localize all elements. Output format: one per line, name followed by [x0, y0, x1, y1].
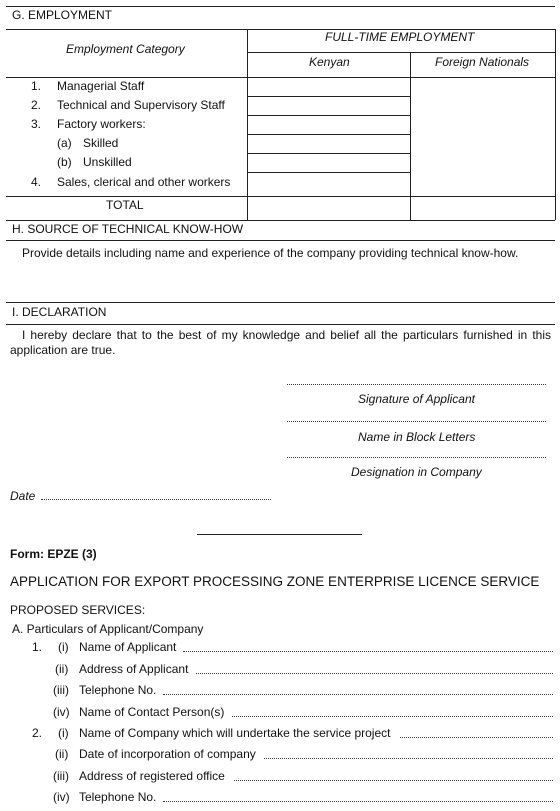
registered-office-line[interactable] [234, 780, 553, 781]
signature-line[interactable] [287, 384, 546, 385]
row-num: 4. [31, 175, 42, 189]
item-num: 2. [32, 726, 43, 740]
header-bottom-rule [6, 77, 555, 78]
name-block-label: Name in Block Letters [358, 430, 476, 444]
item-label: Date of incorporation of company [79, 747, 256, 761]
date-line[interactable] [41, 499, 271, 500]
total-top-rule [6, 196, 555, 197]
item-sub: (iii) [53, 769, 69, 783]
top-rule [6, 6, 555, 7]
row-num: 2. [31, 98, 42, 112]
section-a-title: A. Particulars of Applicant/Company [12, 622, 204, 636]
name-line[interactable] [287, 421, 546, 422]
declaration-text: I hereby declare that to the best of my knowledge and belief all the particulars furnished in this application are true. [10, 328, 551, 357]
section-i-rule [6, 324, 555, 325]
section-h-title: H. SOURCE OF TECHNICAL KNOW-HOW [12, 222, 244, 236]
section-i-title: I. DECLARATION [12, 305, 107, 319]
row-num: (b) [57, 155, 72, 169]
company-name-line[interactable] [400, 737, 553, 738]
row-num: 3. [31, 117, 42, 131]
applicant-name-line[interactable] [183, 651, 553, 652]
item-label: Name of Company which will undertake the service project [79, 726, 391, 740]
applicant-address-line[interactable] [196, 673, 553, 674]
item-sub: (i) [58, 726, 69, 740]
item-num: 1. [32, 640, 43, 654]
cell-rule [247, 96, 410, 97]
row-label: Skilled [83, 136, 119, 150]
item-sub: (iv) [53, 705, 70, 719]
full-time-header: FULL-TIME EMPLOYMENT [325, 30, 475, 44]
signature-label: Signature of Applicant [358, 392, 475, 406]
total-label: TOTAL [106, 198, 144, 212]
row-label: Managerial Staff [57, 79, 145, 93]
item-sub: (iv) [53, 790, 70, 804]
section-g-title: G. EMPLOYMENT [12, 8, 113, 22]
row-label: Technical and Supervisory Staff [57, 98, 225, 112]
contact-person-line[interactable] [232, 716, 553, 717]
category-header: Employment Category [66, 42, 185, 56]
table-right-edge [555, 29, 556, 220]
row-num: 1. [31, 79, 42, 93]
col-kenyan: Kenyan [309, 55, 350, 69]
designation-label: Designation in Company [351, 465, 482, 479]
form-title: APPLICATION FOR EXPORT PROCESSING ZONE ENTERPRISE LICENCE SERVICE [10, 574, 540, 589]
designation-line[interactable] [287, 457, 546, 458]
row-label: Unskilled [83, 155, 132, 169]
date-label: Date [10, 489, 36, 503]
proposed-services: PROPOSED SERVICES: [10, 603, 146, 617]
cell-rule [247, 153, 410, 154]
subheader-rule [247, 52, 555, 53]
item-label: Telephone No. [79, 790, 157, 804]
section-h-text: Provide details including name and experience of the company providing technical know-how. [22, 246, 519, 260]
item-label: Name of Contact Person(s) [79, 705, 225, 719]
item-label: Address of registered office [79, 769, 225, 783]
company-telephone-line[interactable] [163, 801, 553, 802]
table-divider [247, 29, 248, 220]
row-label: Sales, clerical and other workers [57, 175, 231, 189]
cell-rule [247, 172, 410, 173]
separator-rule [197, 534, 362, 535]
item-label: Telephone No. [79, 683, 157, 697]
table-bottom-rule [6, 220, 555, 221]
section-i-top-rule [6, 302, 555, 303]
row-label: Factory workers: [57, 117, 146, 131]
item-sub: (ii) [55, 747, 69, 761]
item-label: Name of Applicant [79, 640, 177, 654]
cell-rule [247, 134, 410, 135]
col-foreign-nationals: Foreign Nationals [435, 55, 530, 69]
row-num: (a) [57, 136, 72, 150]
item-label: Address of Applicant [79, 662, 189, 676]
item-sub: (ii) [55, 662, 69, 676]
cell-rule [247, 115, 410, 116]
incorporation-date-line[interactable] [264, 758, 553, 759]
form-id: Form: EPZE (3) [10, 547, 97, 561]
telephone-line[interactable] [163, 694, 553, 695]
item-sub: (i) [58, 640, 69, 654]
section-h-rule [6, 240, 555, 241]
item-sub: (iii) [53, 683, 69, 697]
